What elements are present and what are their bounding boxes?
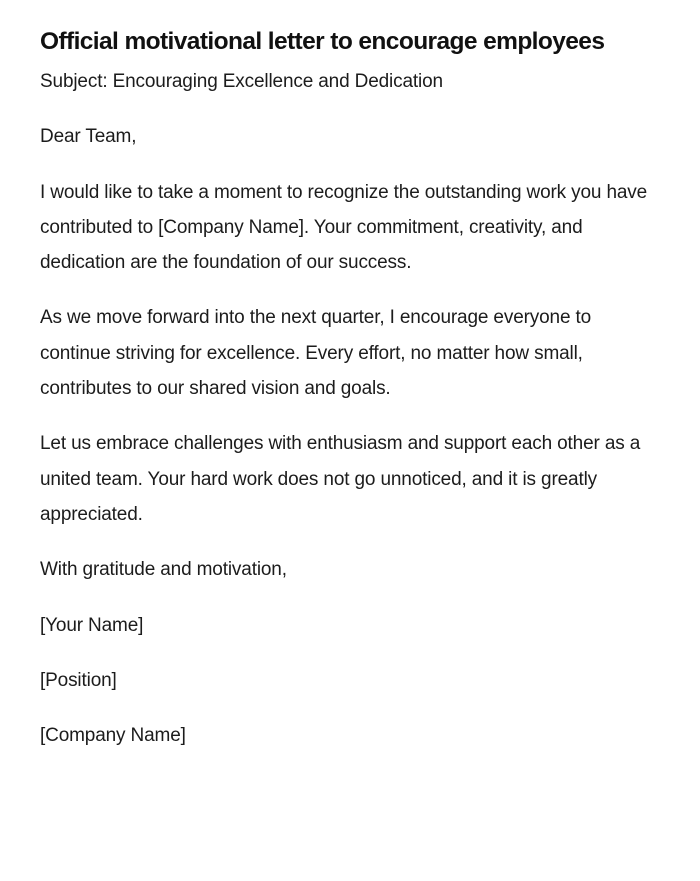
closing-line: With gratitude and motivation, — [40, 559, 287, 581]
letter-document — [40, 20, 650, 773]
salutation: Dear Team, — [40, 126, 137, 148]
body-paragraph-recognition: I would like to take a moment to recognize the outstanding work you have contributed to [Company Name]. Your commitment, creativity, and dedication are the foundation of our success. — [40, 181, 648, 274]
signature-name: [Your Name] — [40, 614, 144, 636]
signature-position: [Position] — [40, 669, 117, 691]
body-paragraph-teamwork: Let us embrace challenges with enthusiasm and support each other as a united team. Your hard work does not go unnoticed, and it is greatly appreciated. — [40, 433, 641, 525]
subject-line: Subject: Encouraging Excellence and Dedication — [40, 71, 443, 92]
body-paragraph-encouragement: As we move forward into the next quarter, I encourage everyone to continue striving for excellence. Every effort, no matter how small, contributes to our shared vision and goals. — [40, 307, 592, 400]
signature-company: [Company Name] — [40, 725, 186, 747]
document-title: Official motivational letter to encourage employees — [40, 28, 605, 55]
